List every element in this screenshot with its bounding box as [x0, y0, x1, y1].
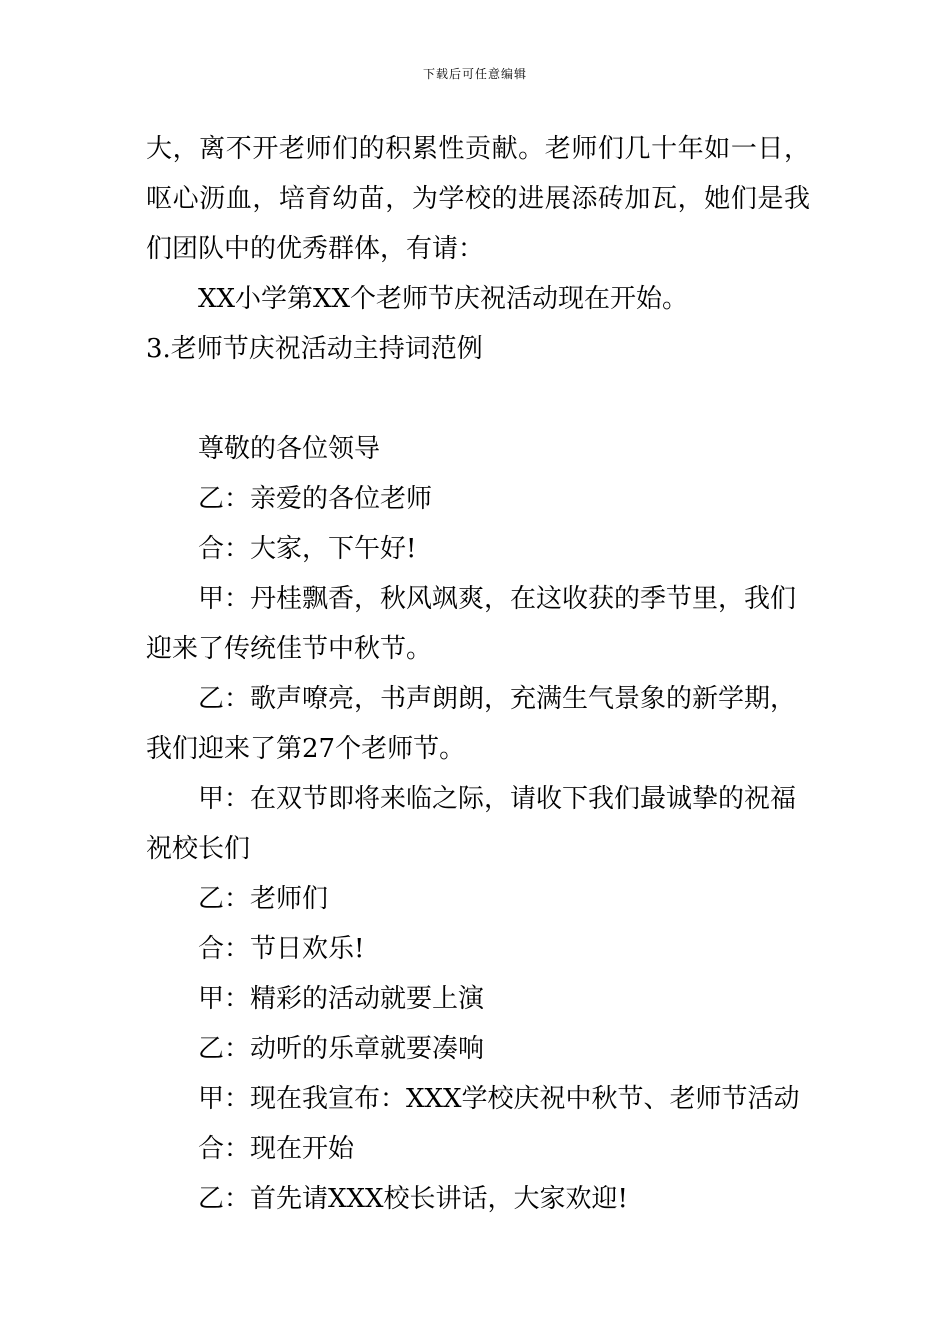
script-line: 甲：在双节即将来临之际，请收下我们最诚挚的祝福 [198, 784, 797, 814]
script-line: 合：现在开始 [198, 1134, 355, 1164]
script-line-continuation: 迎来了传统佳节中秋节。 [146, 634, 433, 664]
script-line: 乙：老师们 [198, 884, 329, 914]
paragraph-line: XX小学第XX个老师节庆祝活动现在开始。 [198, 284, 689, 314]
paragraph-line: 呕心沥血，培育幼苗，为学校的进展添砖加瓦，她们是我 [146, 184, 810, 214]
script-line: 合：节日欢乐! [198, 934, 365, 964]
paragraph-line: 大，离不开老师们的积累性贡献。老师们几十年如一日， [146, 134, 810, 164]
script-line: 尊敬的各位领导 [198, 434, 381, 464]
script-line: 乙：首先请XXX校长讲话，大家欢迎! [198, 1184, 628, 1214]
section-heading: 3.老师节庆祝活动主持词范例 [146, 334, 483, 364]
script-line: 甲：现在我宣布：XXX学校庆祝中秋节、老师节活动 [198, 1084, 800, 1114]
paragraph-line: 们团队中的优秀群体，有请： [146, 234, 485, 264]
blank-gap [146, 374, 810, 424]
script-line: 合：大家，下午好! [198, 534, 417, 564]
document-body [146, 124, 810, 1224]
script-line: 甲：精彩的活动就要上演 [198, 984, 485, 1014]
page-header-note: 下载后可任意编辑 [422, 67, 527, 81]
script-line: 乙：动听的乐章就要凑响 [198, 1034, 485, 1064]
script-line-continuation: 我们迎来了第27个老师节。 [146, 734, 466, 764]
script-line: 乙：歌声嘹亮，书声朗朗，充满生气景象的新学期， [198, 684, 797, 714]
script-line: 甲：丹桂飘香，秋风飒爽，在这收获的季节里，我们 [198, 584, 797, 614]
script-line: 乙：亲爱的各位老师 [198, 484, 433, 514]
script-line-continuation: 祝校长们 [146, 834, 251, 864]
